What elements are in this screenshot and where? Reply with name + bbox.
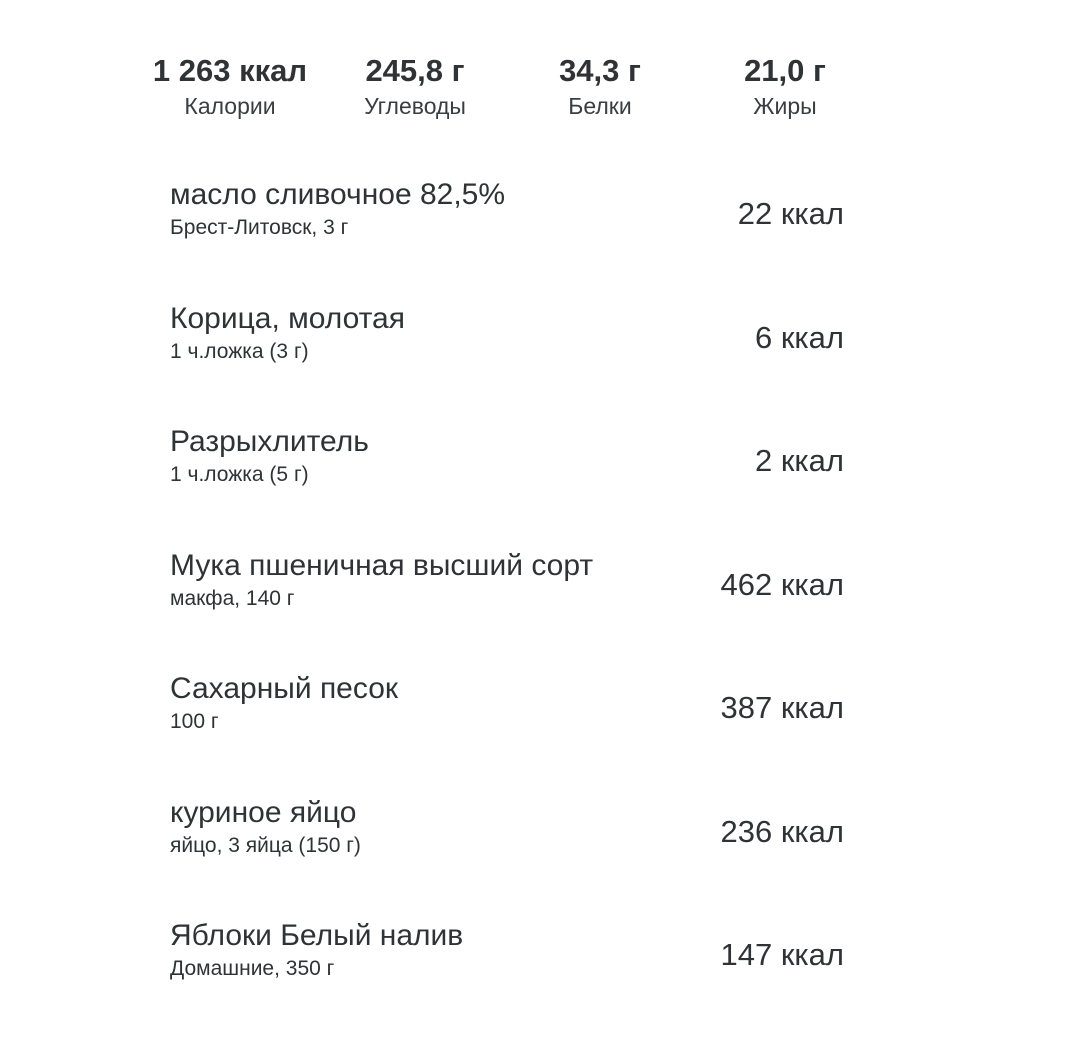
ingredient-name: Мука пшеничная высший сорт [170, 549, 594, 582]
protein-label: Белки [568, 93, 632, 119]
fat-label: Жиры [753, 93, 817, 119]
ingredient-detail: 100 г [170, 710, 219, 733]
protein-value: 34,3 г [559, 53, 641, 88]
ingredient-detail: 1 ч.ложка (5 г) [170, 463, 309, 486]
ingredient-detail: 1 ч.ложка (3 г) [170, 340, 309, 363]
ingredient-detail: яйцо, 3 яйца (150 г) [170, 834, 361, 857]
carbs-value: 245,8 г [365, 53, 465, 88]
ingredient-item[interactable] [170, 671, 844, 761]
ingredient-calories: 22 ккал [737, 196, 844, 231]
carbs-label: Углеводы [364, 93, 466, 119]
ingredient-detail: макфа, 140 г [170, 587, 295, 610]
ingredient-name: куриное яйцо [170, 796, 357, 829]
ingredient-calories: 6 ккал [755, 320, 844, 355]
ingredient-item[interactable] [170, 177, 844, 267]
ingredient-item[interactable] [170, 301, 844, 391]
ingredient-calories: 462 ккал [720, 567, 844, 602]
ingredient-item[interactable] [170, 918, 844, 1008]
ingredient-name: масло сливочное 82,5% [170, 178, 506, 211]
calories-label: Калории [184, 93, 276, 119]
fat-value: 21,0 г [744, 53, 826, 88]
calories-value: 1 263 ккал [152, 53, 308, 88]
ingredient-detail: Домашние, 350 г [170, 957, 335, 980]
ingredient-name: Корица, молотая [170, 302, 405, 335]
ingredient-name: Разрыхлитель [170, 425, 369, 458]
ingredient-calories: 147 ккал [720, 937, 844, 972]
ingredient-item[interactable] [170, 548, 844, 638]
ingredient-detail: Брест-Литовск, 3 г [170, 216, 349, 239]
ingredient-calories: 2 ккал [755, 443, 844, 478]
ingredient-calories: 236 ккал [720, 814, 844, 849]
ingredient-name: Сахарный песок [170, 672, 399, 705]
ingredient-item[interactable] [170, 795, 844, 885]
ingredient-name: Яблоки Белый налив [170, 919, 464, 952]
ingredient-calories: 387 ккал [720, 690, 844, 725]
ingredient-item[interactable] [170, 424, 844, 514]
